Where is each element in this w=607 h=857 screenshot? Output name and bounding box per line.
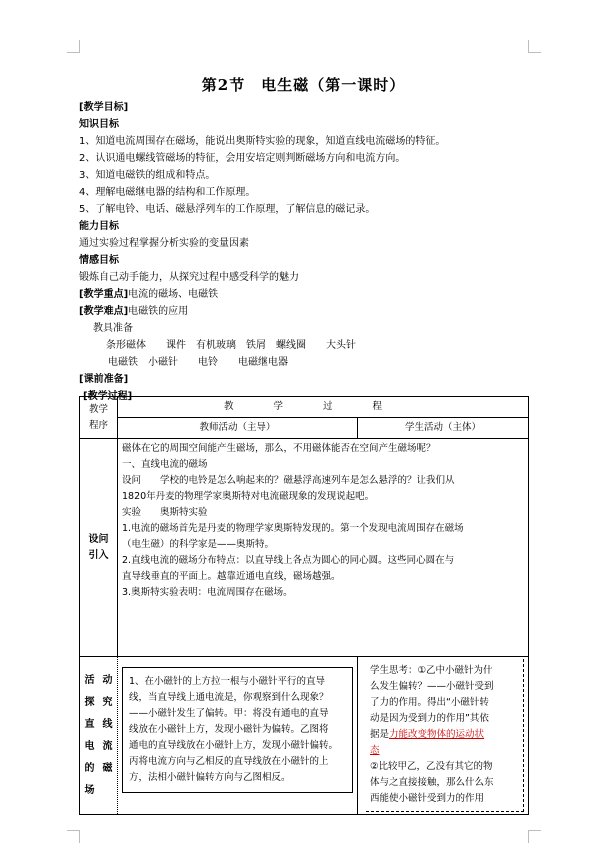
- key-points: [79, 286, 549, 303]
- process-heading: [教学过程]: [83, 391, 133, 402]
- student-activity-line: 西能使小磁针受到力的作用: [370, 793, 485, 804]
- materials-line-1: 条形磁体 课件 有机玻璃 铁屑 螺线圈 大头针: [106, 340, 356, 351]
- stage-char: 磁: [102, 762, 113, 774]
- intro-content-cell: [118, 439, 529, 657]
- knowledge-goals-heading: 知识目标: [79, 119, 119, 130]
- knowledge-goal-item: 4、理解电磁继电器的结构和工作原理。: [79, 187, 256, 198]
- page-title: 第2节 电生磁（第一课时）: [201, 76, 406, 94]
- stage-cell-explore: [80, 657, 118, 815]
- stage-char: 流: [102, 740, 113, 752]
- preparation-heading: [课前准备]: [79, 374, 129, 385]
- intro-content-line: 直导线垂直的平面上。越靠近通电直线，磁场越强。: [122, 571, 341, 582]
- difficult-points: [79, 303, 549, 320]
- intro-content-line: 2.直线电流的磁场分布特点：以直导线上各点为圆心的同心圆。这些同心圆在与: [122, 555, 455, 566]
- ability-goals-heading: 能力目标: [79, 221, 119, 232]
- procedure-header-line2: 程序: [88, 419, 108, 431]
- table-header-row: [80, 397, 529, 418]
- stage-explore-col1: [85, 670, 95, 802]
- procedure-header-line1: 教学: [88, 403, 108, 415]
- basis-highlight: 力能改变物体的运动状: [389, 729, 485, 740]
- crop-mark-top-left: [67, 40, 80, 53]
- knowledge-goal-item: 5、了解电铃、电话、磁悬浮列车的工作原理，了解信息的磁记录。: [79, 204, 376, 215]
- key-points-text: 电流的磁场、电磁铁: [128, 289, 219, 300]
- materials-line-2: 电磁铁 小磁针 电铃 电磁继电器: [108, 357, 288, 368]
- stage-char: 电: [84, 740, 95, 752]
- teacher-activity-line: 1、在小磁针的上方拉一根与小磁针平行的直导: [129, 676, 326, 687]
- emotion-goals-heading: 情感目标: [79, 255, 119, 266]
- student-activity-basis-line-2: [370, 743, 519, 759]
- stage-char: 探: [84, 696, 95, 708]
- student-activity-header: 学生活动（主体）: [358, 418, 529, 439]
- teacher-activity-line: 丙将电流方向与乙相反的直导线放在小磁针的上: [129, 756, 329, 767]
- table-subheader-row: [80, 418, 529, 439]
- knowledge-goal-item: 2、认识通电螺线管磁场的特征，会用安培定则判断磁场方向和电流方向。: [79, 153, 406, 164]
- student-activity-line: 了力的作用。得出“小磁针转: [370, 697, 489, 708]
- ability-goals-text: 通过实验过程掌握分析实验的变量因素: [79, 238, 249, 249]
- document-body: [79, 99, 549, 405]
- crop-mark-bottom-left: [67, 830, 80, 843]
- stage-char: 的: [84, 762, 95, 774]
- crop-mark-top-right: [528, 40, 541, 53]
- student-activity-line: 动是因为受到力的作用”其依: [370, 713, 489, 724]
- intro-content-line: 3.奥斯特实验表明：电流周围存在磁场。: [122, 587, 293, 598]
- knowledge-goal-item: 3、知道电磁铁的组成和特点。: [79, 170, 216, 181]
- stage-explore-col2: [103, 670, 113, 802]
- student-activity-line: 学生思考：①乙中小磁针为什: [370, 665, 493, 676]
- stage-char: 场: [84, 784, 95, 796]
- crop-mark-bottom-right: [528, 830, 541, 843]
- intro-content-line: 1.电流的磁场首先是丹麦的物理学家奥斯特发现的。第一个发现电流周围存在磁场: [122, 523, 464, 534]
- lesson-table: [79, 396, 529, 815]
- student-activity-box: [366, 659, 524, 812]
- intro-content-line: 实验 奥斯特实验: [122, 507, 208, 518]
- stage-char: 活: [84, 674, 95, 686]
- student-activity-cell: [358, 657, 529, 815]
- intro-content-line: 磁体在它的周围空间能产生磁场，那么，不用磁体能否在空间产生磁场呢？: [122, 443, 436, 454]
- stage-cell-intro: [80, 439, 118, 657]
- teacher-activity-line: 线放在小磁针上方，发现小磁针为偏转。乙图将: [129, 724, 329, 735]
- stage-char: 动: [102, 674, 113, 686]
- emotion-goals-text: 锻炼自己动手能力，从探究过程中感受科学的魅力: [79, 272, 299, 283]
- teacher-activity-line: 方，法相小磁针偏转方向与乙图相反。: [129, 772, 291, 783]
- student-activity-line: ②比较甲乙，乙没有其它的物: [370, 761, 493, 772]
- stage-char: 线: [102, 718, 113, 730]
- intro-content-line: 一、直线电流的磁场: [122, 459, 208, 470]
- table-row: [80, 439, 529, 657]
- teacher-activity-box: [122, 667, 353, 793]
- stage-char: 直: [84, 718, 95, 730]
- key-points-label: [教学重点]: [79, 289, 129, 300]
- teaching-process-header: 教学过程: [118, 397, 529, 418]
- intro-content-line: （电生磁）的科学家是——奥斯特。: [122, 539, 275, 550]
- table-row: [80, 657, 529, 815]
- student-activity-line: 体与之直接接触，那么什么东: [370, 777, 494, 788]
- stage-intro-line1: 设问: [88, 533, 109, 545]
- procedure-header-cell: [80, 397, 118, 439]
- materials-heading: 教具准备: [93, 323, 133, 334]
- teacher-activity-header: 教师活动（主导）: [118, 418, 358, 439]
- teaching-goals-heading: [教学目标]: [79, 102, 129, 113]
- student-activity-basis-line: [370, 727, 519, 743]
- basis-highlight-2: 态: [370, 745, 380, 756]
- student-activity-line: 么发生偏转？——小磁针受到: [370, 681, 494, 692]
- teacher-activity-line: ——小磁针发生了偏转。甲：将没有通电的直导: [129, 708, 329, 719]
- difficult-points-label: [教学难点]: [79, 306, 129, 317]
- knowledge-goal-item: 1、知道电流周围存在磁场，能说出奥斯特实验的现象，知道直线电流磁场的特征。: [79, 136, 446, 147]
- difficult-points-text: 电磁铁的应用: [128, 306, 189, 317]
- stage-char: 究: [102, 696, 113, 708]
- teacher-activity-line: 通电的直导线放在小磁针上方，发现小磁针偏转。: [129, 740, 339, 751]
- stage-intro-line2: 引入: [88, 549, 109, 561]
- teacher-activity-cell: [118, 657, 358, 815]
- intro-content-line: 1820年丹麦的物理学家奥斯特对电流磁现象的发现说起吧。: [122, 491, 375, 502]
- basis-prefix: 据是: [370, 729, 390, 740]
- intro-content-line: 设问 学校的电铃是怎么响起来的？磁悬浮高速列车是怎么悬浮的？让我们从: [122, 475, 455, 486]
- teacher-activity-line: 线，当直导线上通电流是，你观察到什么现象？: [129, 692, 329, 703]
